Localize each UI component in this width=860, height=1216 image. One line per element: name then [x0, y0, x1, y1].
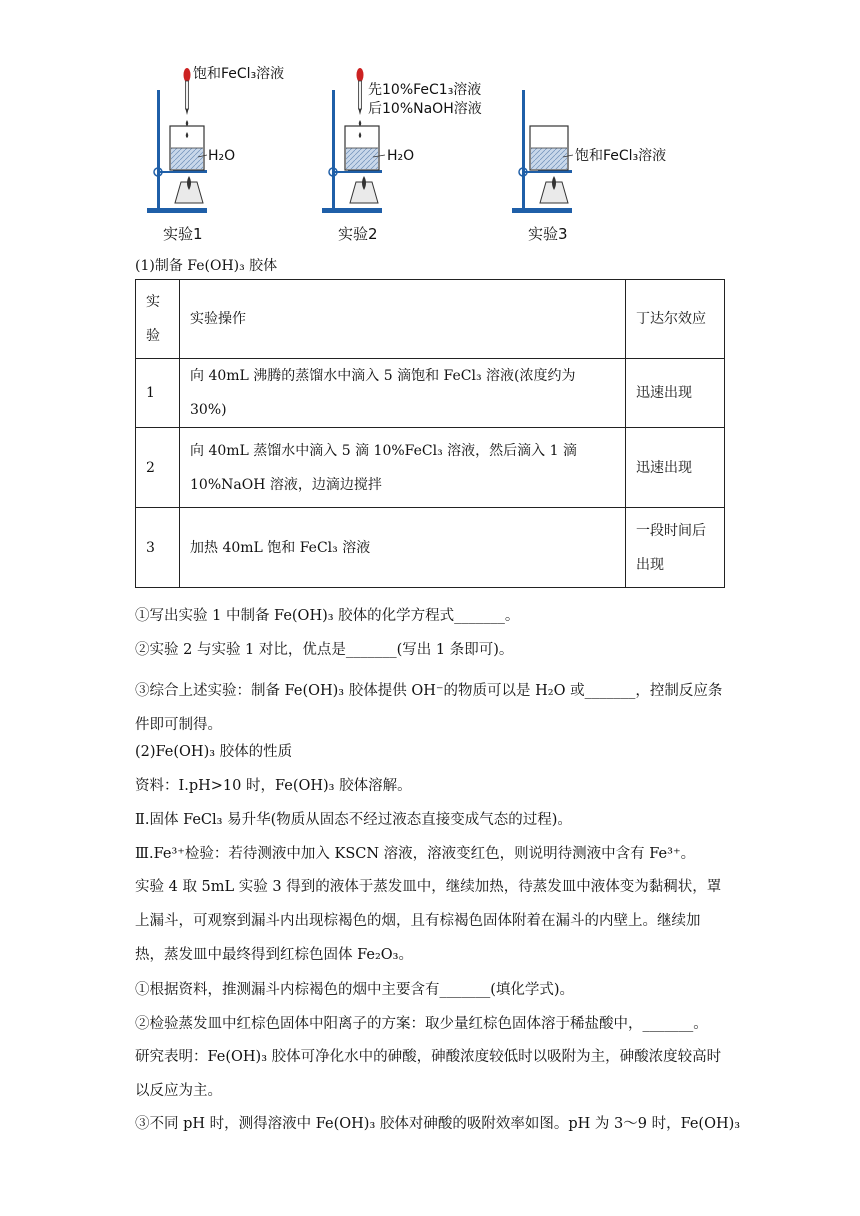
table-cell: 迅速出现 [626, 359, 725, 428]
section2-title: (2)Fe(OH)₃ 胶体的性质 [135, 744, 293, 760]
exp2-apparatus [322, 68, 482, 213]
table-header-cell: 实验 [136, 280, 180, 359]
material-3: Ⅲ.Fe³⁺检验：若待测液中加入 KSCN 溶液，溶液变红色，则说明待测液中含有 Fe³⁺。 [135, 846, 696, 862]
question-2-2: ②检验蒸发皿中红棕色固体中阳离子的方案：取少量红棕色固体溶于稀盐酸中，_______。 [135, 1016, 708, 1032]
exp1-beaker-label: H₂O [208, 148, 236, 164]
experiment-table [135, 279, 725, 588]
table-header-cell: 实验操作 [180, 280, 626, 359]
exp2-dropper-label-2: 后10%NaOH溶液 [368, 101, 482, 117]
material-2: Ⅱ.固体 FeCl₃ 易升华(物质从固态不经过液态直接变成气态的过程)。 [135, 812, 572, 828]
exp1-dropper-label: 饱和FeCl₃溶液 [193, 66, 285, 82]
apparatus-figure [135, 60, 735, 250]
table-cell: 加热 40mL 饱和 FeCl₃ 溶液 [180, 508, 626, 588]
material-1: 资料：Ⅰ.pH>10 时，Fe(OH)₃ 胶体溶解。 [135, 778, 412, 794]
exp2-dropper [357, 68, 364, 138]
apparatus-drawing [135, 60, 735, 250]
question-2-1: ①根据资料，推测漏斗内棕褐色的烟中主要含有_______(填化学式)。 [135, 982, 575, 998]
exp2-dropper-label-1: 先10%FeC1₃溶液 [368, 82, 482, 98]
exp2-beaker-label: H₂O [387, 148, 415, 164]
exp3-apparatus [512, 90, 666, 213]
research-note: 研究表明：Fe(OH)₃ 胶体可净化水中的砷酸，砷酸浓度较低时以吸附为主，砷酸浓度较高时以反应为主。 [135, 1049, 722, 1099]
table-cell: 1 [136, 359, 180, 428]
section1-title: (1)制备 Fe(OH)₃ 胶体 [135, 258, 278, 274]
table-cell: 向 40mL 沸腾的蒸馏水中滴入 5 滴饱和 FeCl₃ 溶液(浓度约为 30%) [180, 359, 626, 428]
table-cell: 向 40mL 蒸馏水中滴入 5 滴 10%FeCl₃ 溶液，然后滴入 1 滴 10%NaOH 溶液，边滴边搅拌 [180, 428, 626, 508]
table-header-row [136, 280, 725, 359]
experiment-4-text: 实验 4 取 5mL 实验 3 得到的液体于蒸发皿中，继续加热，待蒸发皿中液体变为黏稠状，罩上漏斗，可观察到漏斗内出现棕褐色的烟，且有棕褐色固体附着在漏斗的内壁上。继续加热，蒸发皿中最终得到红棕色固体 Fe₂O₃。 [135, 879, 722, 963]
question-1-2: ②实验 2 与实验 1 对比，优点是_______(写出 1 条即可)。 [135, 642, 514, 658]
exp1-apparatus [147, 65, 284, 213]
table-cell: 迅速出现 [626, 428, 725, 508]
table-row [136, 359, 725, 428]
table-cell: 2 [136, 428, 180, 508]
exp3-beaker-label: 饱和FeCl₃溶液 [575, 148, 667, 164]
exp1-dropper [184, 68, 191, 138]
exp1-caption: 实验1 [163, 225, 203, 243]
table-cell: 一段时间后出现 [626, 508, 725, 588]
table-row [136, 428, 725, 508]
table-row [136, 508, 725, 588]
table-header-cell: 丁达尔效应 [626, 280, 725, 359]
table-cell: 3 [136, 508, 180, 588]
question-1-1: ①写出实验 1 中制备 Fe(OH)₃ 胶体的化学方程式_______。 [135, 608, 520, 624]
exp3-caption: 实验3 [528, 225, 568, 243]
question-1-3: ③综合上述实验：制备 Fe(OH)₃ 胶体提供 OH⁻的物质可以是 H₂O 或_______，控制反应条件即可制得。 [135, 683, 723, 733]
exp2-caption: 实验2 [338, 225, 378, 243]
question-2-3: ③不同 pH 时，测得溶液中 Fe(OH)₃ 胶体对砷酸的吸附效率如图。pH 为 3～9 时，Fe(OH)₃ [135, 1116, 741, 1132]
